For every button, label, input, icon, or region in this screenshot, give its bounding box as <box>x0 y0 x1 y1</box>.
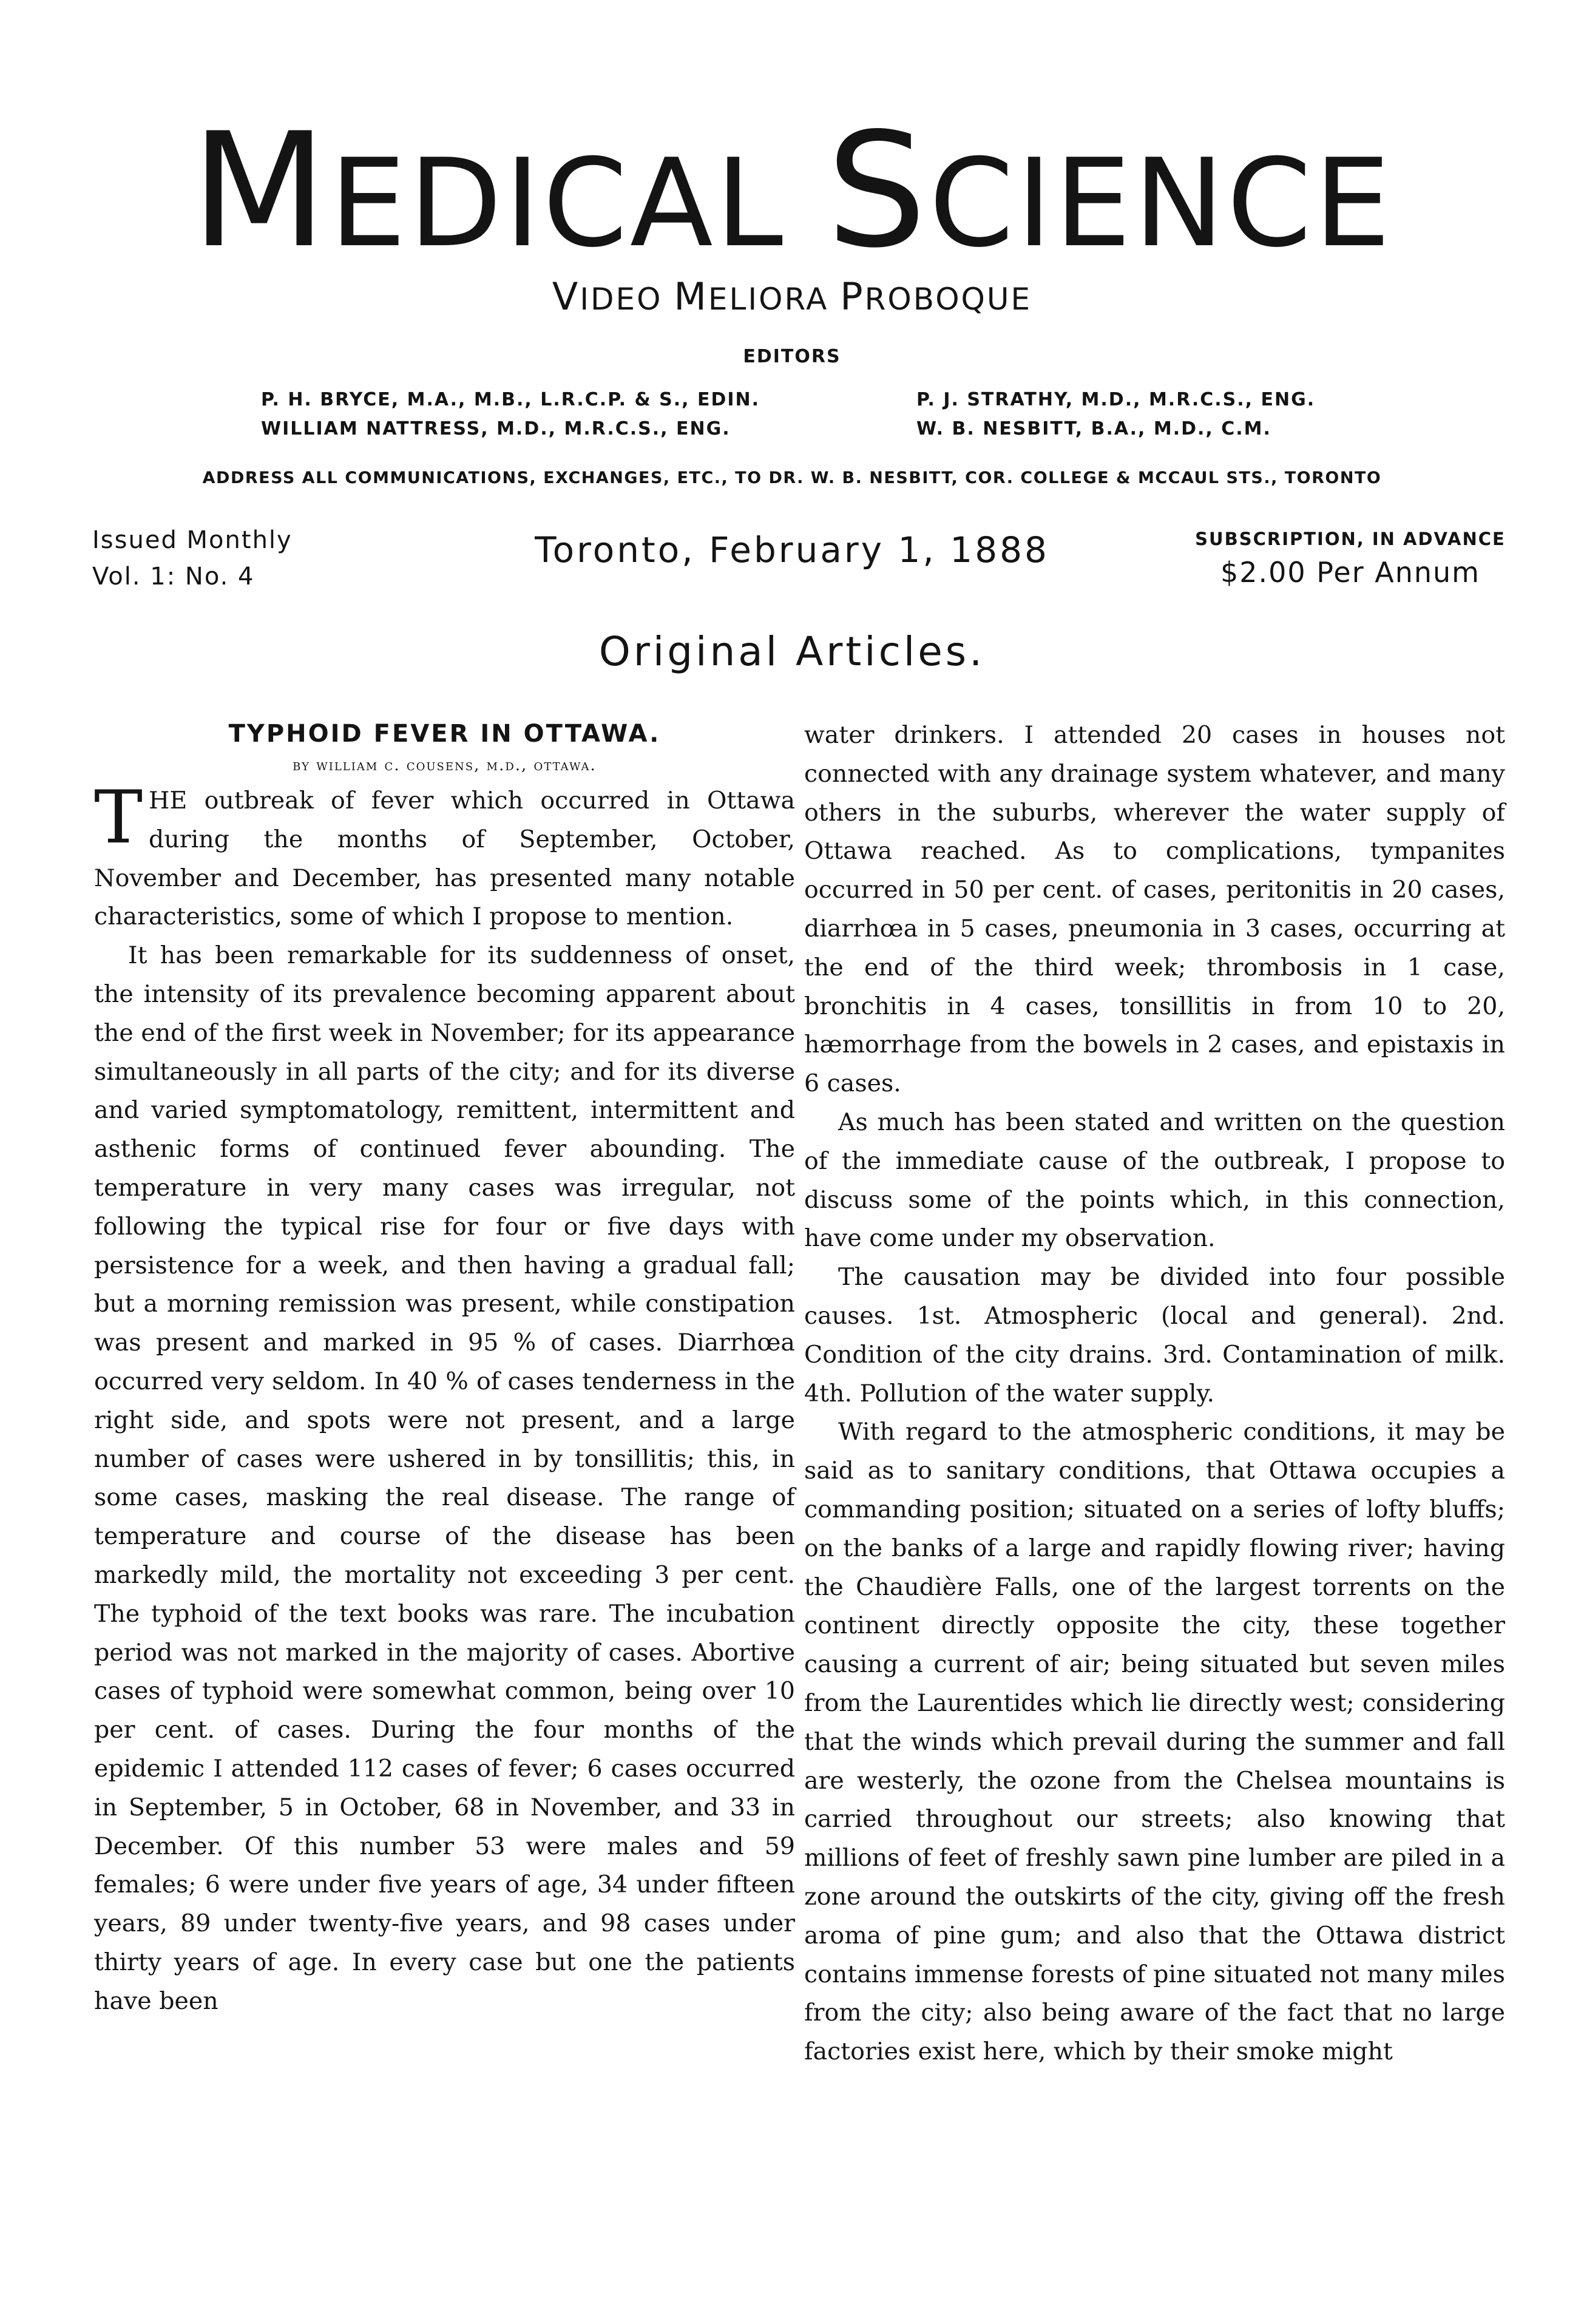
editor-nattress: WILLIAM NATTRESS, M.D., M.R.C.S., ENG. <box>261 418 731 439</box>
article-byline: by william c. cousens, m.d., ottawa. <box>293 756 597 774</box>
paragraph-5: The causation may be divided into four possible causes. 1st. Atmospheric (local and general). 2nd. Condition of the city drains. 3rd. Contamination of milk. 4th. Pollution of the water supply. <box>804 1263 1505 1408</box>
journal-title: MEDICAL SCIENCE <box>191 100 1393 283</box>
editors-left <box>261 385 760 444</box>
paragraph-4: As much has been stated and written on the question of the immediate cause of the outbreak, I propose to discuss some of the points which, in this connection, have come under my observation. <box>804 1108 1505 1253</box>
editors-right <box>916 385 1315 444</box>
address-line: ADDRESS ALL COMMUNICATIONS, EXCHANGES, ETC., TO DR. W. B. NESBITT, COR. COLLEGE & MCCAUL STS., TORONTO <box>202 469 1382 487</box>
editors-label: EDITORS <box>743 346 841 367</box>
drop-cap: T <box>94 776 143 860</box>
column-right <box>804 716 1505 2072</box>
column-left <box>94 716 795 2021</box>
editor-strathy: P. J. STRATHY, M.D., M.R.C.S., ENG. <box>916 389 1316 410</box>
article-title: TYPHOID FEVER IN OTTAWA. <box>228 720 661 748</box>
paragraph-1-text: HE outbreak of fever which occurred in Ottawa during the months of September, October, November and December, has presented many notable characteristics, some of which I propose to mention. <box>94 787 795 931</box>
issue-frequency: Issued Monthly <box>92 526 293 554</box>
subscription-price: $2.00 Per Annum <box>1220 556 1480 589</box>
journal-motto: VIDEO MELIORA PROBOQUE <box>552 274 1032 319</box>
editor-nesbitt: W. B. NESBITT, B.A., M.D., C.M. <box>916 418 1271 439</box>
section-title: Original Articles. <box>598 628 986 675</box>
issue-volume: Vol. 1: No. 4 <box>92 563 255 591</box>
paragraph-3: water drinkers. I attended 20 cases in houses not connected with any drainage system whatever, and many others in the suburbs, wherever the water supply of Ottawa reached. As to complications, tympanites occurred in 50 per cent. of cases, peritonitis in 20 cases, diarrhœa in 5 cases, pneumonia in 3 cases, occurring at the end of the third week; thrombosis in 1 case, bronchitis in 4 cases, tonsillitis in from 10 to 20, hæmorrhage from the bowels in 2 cases, and epistaxis in 6 cases. <box>804 721 1505 1098</box>
paragraph-2: It has been remarkable for its suddenness of onset, the intensity of its prevalence becoming apparent about the end of the first week in November; for its appearance simultaneously in all parts of the city; and for its diverse and varied symptomatology, remittent, intermittent and asthenic forms of continued fever abounding. The temperature in very many cases was irregular, not following the typical rise for four or five days with persistence for a week, and then having a gradual fall; but a morning remission was present, while constipation was present and marked in 95 % of cases. Diarrhœa occurred very seldom. In 40 % of cases tenderness in the right side, and spots were not present, and a large number of cases were ushered in by tonsillitis; this, in some cases, masking the real disease. The range of temperature and course of the disease has been markedly mild, the mortality not exceeding 3 per cent. The typhoid of the text books was rare. The incubation period was not marked in the majority of cases. Abortive cases of typhoid were somewhat common, being over 10 per cent. of cases. During the four months of the epidemic I attended 112 cases of fever; 6 cases occurred in September, 5 in October, 68 in November, and 33 in December. Of this number 53 were males and 59 females; 6 were under five years of age, 34 under fifteen years, 89 under twenty-five years, and 98 cases under thirty years of age. In every case but one the patients have been <box>94 941 795 2015</box>
subscription-info <box>1190 523 1511 590</box>
subscription-label: SUBSCRIPTION, IN ADVANCE <box>1195 529 1506 549</box>
paragraph-1 <box>94 776 795 937</box>
issue-place-date: Toronto, February 1, 1888 <box>535 529 1049 571</box>
paragraph-6: With regard to the atmospheric conditions, it may be said as to sanitary conditions, that Ottawa occupies a commanding position; situated on a series of lofty bluffs; on the banks of a large and rapidly flowing river; having the Chaudière Falls, one of the largest torrents on the continent directly opposite the city, these together causing a current of air; being situated but seven miles from the Laurentides which lie directly west; considering that the winds which prevail during the summer and fall are westerly, the ozone from the Chelsea mountains is carried throughout our streets; also knowing that millions of feet of freshly sawn pine lumber are piled in a zone around the outskirts of the city, giving off the fresh aroma of pine gum; and also that the Ottawa district contains immense forests of pine situated not many miles from the city; also being aware of the fact that no large factories exist here, which by their smoke might <box>804 1418 1505 2066</box>
editor-bryce: P. H. BRYCE, M.A., M.B., L.R.C.P. & S., EDIN. <box>261 389 760 410</box>
